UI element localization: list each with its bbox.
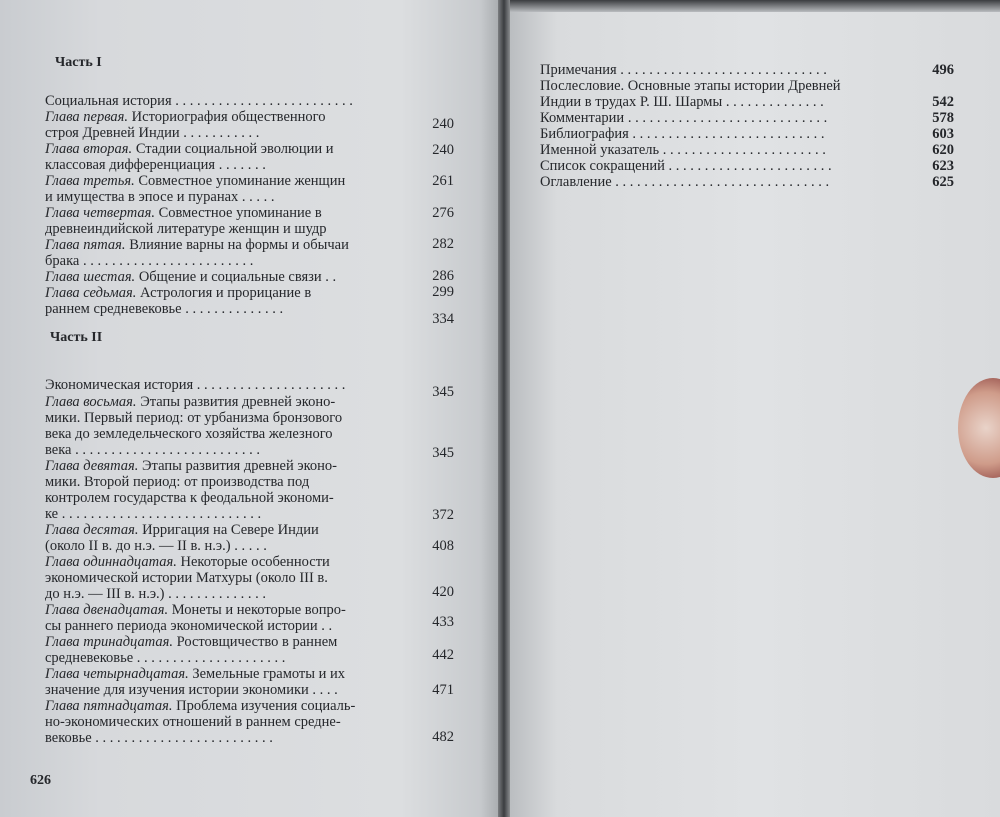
toc-entry-ch11 (45, 554, 407, 570)
page-number: 471 (432, 682, 454, 698)
entry-line: строя Древней Индии . . . . . . . . . . . (45, 125, 260, 141)
entry-line: мики. Второй период: от производства под (45, 474, 310, 490)
toc-entry-comments: Комментарии . . . . . . . . . . . . . . . . . . . . . . . . . . . . (540, 110, 828, 126)
entry-text: Совместное упоминание женщин (138, 173, 346, 189)
page-number: 345 (432, 445, 454, 461)
toc-entry-ch4 (45, 205, 407, 221)
page-number: 496 (932, 62, 954, 78)
toc-entry-name-index: Именной указатель . . . . . . . . . . . . . . . . . . . . . . . (540, 142, 826, 158)
page-number: 578 (932, 110, 954, 126)
toc-entry-ch12 (45, 602, 407, 618)
entry-text: Астрология и прорицание в (140, 285, 312, 301)
page-number: 420 (432, 584, 454, 600)
page-number: 240 (432, 142, 454, 158)
chapter-label: Глава четырнадцатая. (45, 666, 189, 682)
chapter-label: Глава тринадцатая. (45, 634, 173, 650)
page-number: 276 (432, 205, 454, 221)
page-number: 620 (932, 142, 954, 158)
toc-entry-ch8 (45, 394, 407, 410)
chapter-label: Глава одиннадцатая. (45, 554, 177, 570)
chapter-label: Глава пятнадцатая. (45, 698, 173, 714)
page-number: 433 (432, 614, 454, 630)
page-number: 603 (932, 126, 954, 142)
toc-entry-notes: Примечания . . . . . . . . . . . . . . . . . . . . . . . . . . . . . (540, 62, 827, 78)
part-2-title: Экономическая история . . . . . . . . . . . . . . . . . . . . . (45, 377, 346, 393)
page-number: 261 (432, 173, 454, 189)
entry-line: классовая дифференциация . . . . . . . (45, 157, 266, 173)
entry-line: ке . . . . . . . . . . . . . . . . . . . . . . . . . . . . (45, 506, 262, 522)
entry-text: Ростовщичество в раннем (176, 634, 338, 650)
entry-line: (около II в. до н.э. — II в. н.э.) . . . . . (45, 538, 267, 554)
entry-text: Ирригация на Севере Индии (142, 522, 319, 538)
chapter-label: Глава двенадцатая. (45, 602, 169, 618)
toc-entry-bibliography: Библиография . . . . . . . . . . . . . . . . . . . . . . . . . . . (540, 126, 825, 142)
chapter-label: Глава третья. (45, 173, 135, 189)
page-number: 240 (432, 116, 454, 132)
chapter-label: Глава восьмая. (45, 394, 137, 410)
entry-text: Монеты и некоторые вопро- (171, 602, 346, 618)
toc-entry-ch15 (45, 698, 407, 714)
chapter-label: Глава вторая. (45, 141, 133, 157)
chapter-label: Глава десятая. (45, 522, 139, 538)
page-number: 408 (432, 538, 454, 554)
page-number: 482 (432, 729, 454, 745)
entry-line: мики. Первый период: от урбанизма бронзового (45, 410, 343, 426)
entry-text: Этапы развития древней эконо- (141, 458, 337, 474)
entry-text: Проблема изучения социаль- (176, 698, 356, 714)
toc-entry-afterword: Послесловие. Основные этапы истории Древней (540, 78, 841, 94)
entry-line: раннем средневековье . . . . . . . . . . . . . . (45, 301, 284, 317)
chapter-label: Глава шестая. (45, 269, 136, 285)
folio-page-number: 626 (30, 773, 51, 788)
chapter-label: Глава седьмая. (45, 285, 137, 301)
toc-entry-ch1 (45, 109, 407, 125)
toc-entry-ch13 (45, 634, 407, 650)
entry-text: Общение и социальные связи . . (138, 269, 337, 285)
entry-line: древнеиндийской литературе женщин и шудр (45, 221, 327, 237)
entry-line: века до земледельческого хозяйства железного (45, 426, 333, 442)
chapter-label: Глава девятая. (45, 458, 139, 474)
entry-text: Историография общественного (131, 109, 326, 125)
part-1-title: Социальная история . . . . . . . . . . . . . . . . . . . . . . . . . (45, 93, 353, 109)
entry-line: значение для изучения истории экономики . . . . (45, 682, 338, 698)
entry-text: Совместное упоминание в (158, 205, 322, 221)
entry-line: контролем государства к феодальной экономи- (45, 490, 334, 506)
toc-entry-ch6 (45, 269, 407, 285)
toc-entry-ch9 (45, 458, 407, 474)
toc-entry-ch7 (45, 285, 407, 301)
toc-entry-ch14 (45, 666, 407, 682)
entry-line: вековье . . . . . . . . . . . . . . . . . . . . . . . . . (45, 730, 273, 746)
entry-text: Этапы развития древней эконо- (140, 394, 336, 410)
entry-line: до н.э. — III в. н.э.) . . . . . . . . . . . . . . (45, 586, 267, 602)
toc-entry-ch2 (45, 141, 407, 157)
page-number: 623 (932, 158, 954, 174)
entry-text: Некоторые особенности (180, 554, 330, 570)
page-number: 372 (432, 507, 454, 523)
page-number: 286 (432, 268, 454, 284)
part-2-heading: Часть II (50, 330, 103, 345)
entry-text: Земельные грамоты и их (192, 666, 346, 682)
entry-line: но-экономических отношений в раннем средне- (45, 714, 341, 730)
page-number: 299 (432, 284, 454, 300)
entry-line: сы раннего периода экономической истории . . (45, 618, 333, 634)
page-number: 442 (432, 647, 454, 663)
page-number: 334 (432, 311, 454, 327)
part-1-heading: Часть I (55, 55, 102, 70)
page-number: 282 (432, 236, 454, 252)
chapter-label: Глава четвертая. (45, 205, 155, 221)
chapter-label: Глава первая. (45, 109, 129, 125)
page-edge-shadow (508, 0, 1000, 12)
book-spine (498, 0, 510, 817)
entry-text: Влияние варны на формы и обычаи (129, 237, 349, 253)
toc-entry-ch5 (45, 237, 407, 253)
toc-entry-abbreviations: Список сокращений . . . . . . . . . . . . . . . . . . . . . . . (540, 158, 832, 174)
toc-entry-contents: Оглавление . . . . . . . . . . . . . . . . . . . . . . . . . . . . . . (540, 174, 830, 190)
page-number: 625 (932, 174, 954, 190)
page-number: 345 (432, 384, 454, 400)
toc-entry-ch10 (45, 522, 407, 538)
entry-line: Индии в трудах Р. Ш. Шармы . . . . . . . . . . . . . . (540, 94, 824, 110)
entry-line: экономической истории Матхуры (около III в. (45, 570, 328, 586)
entry-line: брака . . . . . . . . . . . . . . . . . . . . . . . . (45, 253, 254, 269)
entry-text: Стадии социальной эволюции и (135, 141, 334, 157)
entry-line: века . . . . . . . . . . . . . . . . . . . . . . . . . . (45, 442, 260, 458)
entry-line: средневековье . . . . . . . . . . . . . . . . . . . . . (45, 650, 286, 666)
toc-entry-ch3 (45, 173, 407, 189)
page-number: 542 (932, 94, 954, 110)
chapter-label: Глава пятая. (45, 237, 126, 253)
entry-line: и имущества в эпосе и пуранах . . . . . (45, 189, 275, 205)
